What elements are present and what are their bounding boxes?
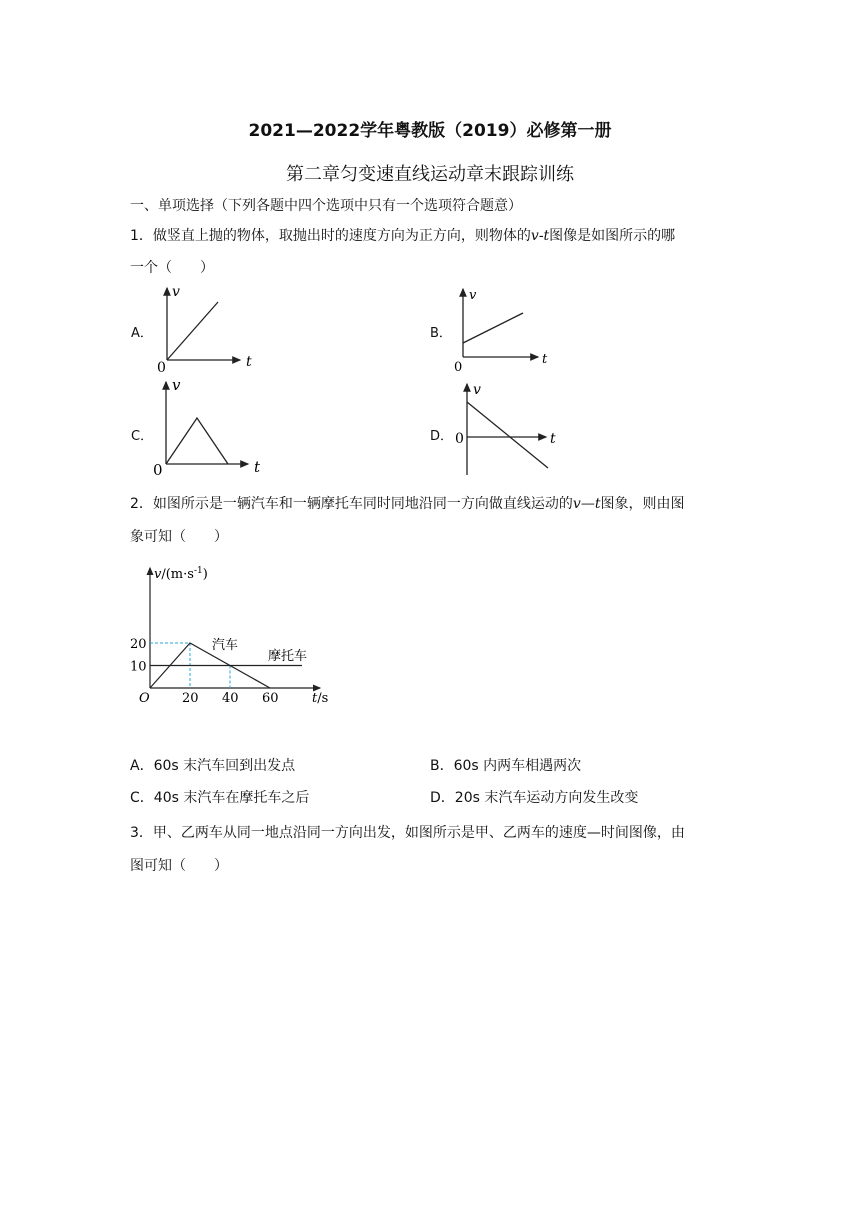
q2-vt: v—t bbox=[572, 496, 601, 512]
q2-option-d[interactable] bbox=[430, 788, 638, 808]
t-label: t bbox=[542, 352, 548, 367]
motorcycle-label: 摩托车 bbox=[268, 649, 308, 665]
doc-title: 2021—2022学年粤教版（2019）必修第一册 bbox=[248, 121, 612, 141]
q1-option-a-label[interactable]: A． bbox=[131, 326, 153, 341]
q2-option-c-text: 40s 末汽车在摩托车之后 bbox=[153, 790, 310, 806]
t-label: t bbox=[246, 354, 252, 370]
graph-line bbox=[463, 313, 523, 343]
q1-option-b-label[interactable]: B． bbox=[430, 326, 452, 341]
t-label: t bbox=[550, 431, 556, 447]
graph-line bbox=[167, 302, 218, 360]
q2-option-b[interactable] bbox=[430, 756, 581, 776]
y-tick-20: 20 bbox=[130, 637, 147, 652]
q2-option-b-label: B． bbox=[430, 758, 454, 774]
q3-text-line2: 图可知（ ） bbox=[130, 858, 228, 874]
q1-graph-d bbox=[452, 380, 564, 478]
q1-text-a: 1．做竖直上抛的物体，取抛出时的速度方向为正方向，则物体的 bbox=[130, 228, 531, 244]
t-label: t bbox=[254, 458, 261, 476]
q1-text-line1 bbox=[130, 226, 740, 246]
v-label: v bbox=[172, 284, 180, 300]
q2-text-b: 图象，则由图 bbox=[600, 496, 685, 512]
origin-label: 0 bbox=[454, 360, 463, 375]
section-heading: 一、单项选择（下列各题中四个选项中只有一个选项符合题意） bbox=[130, 198, 522, 214]
graph-line bbox=[166, 418, 228, 464]
q2-option-a[interactable] bbox=[130, 756, 295, 776]
q2-text-a: 2．如图所示是一辆汽车和一辆摩托车同时同地沿同一方向做直线运动的 bbox=[130, 496, 573, 512]
y-tick-10: 10 bbox=[130, 659, 147, 675]
origin-label: 0 bbox=[455, 431, 464, 447]
q1-graph-c bbox=[150, 376, 270, 476]
q2-graph bbox=[126, 560, 336, 710]
q1-graph-a bbox=[152, 282, 262, 374]
x-tick-40: 40 bbox=[222, 691, 239, 706]
origin-label: O bbox=[139, 691, 150, 706]
q2-option-a-label: A． bbox=[130, 758, 154, 774]
q2-option-d-label: D． bbox=[430, 790, 455, 806]
q1-text-line2: 一个（ ） bbox=[130, 260, 214, 276]
q2-option-d-text: 20s 末汽车运动方向发生改变 bbox=[454, 790, 639, 806]
v-label: v bbox=[172, 376, 181, 394]
q3-text-line1: 3．甲、乙两车从同一地点沿同一方向出发，如图所示是甲、乙两车的速度—时间图像，由 bbox=[130, 825, 685, 841]
q1-graph-b bbox=[450, 285, 560, 375]
q2-text-line2: 象可知（ ） bbox=[130, 529, 228, 545]
graph-line bbox=[467, 402, 548, 468]
x-tick-20: 20 bbox=[182, 691, 199, 706]
doc-subtitle: 第二章匀变速直线运动章末跟踪训练 bbox=[286, 164, 574, 185]
v-label: v bbox=[469, 288, 477, 303]
q2-option-c[interactable] bbox=[130, 788, 309, 808]
q1-text-b: 图像是如图所示的哪 bbox=[549, 228, 676, 244]
q2-option-c-label: C． bbox=[130, 790, 154, 806]
q2-option-a-text: 60s 末汽车回到出发点 bbox=[153, 758, 296, 774]
t-axis-label: t/s bbox=[312, 691, 329, 706]
q1-vt: v-t bbox=[530, 228, 550, 244]
origin-label: 0 bbox=[153, 461, 163, 476]
v-label: v bbox=[473, 382, 481, 398]
x-tick-60: 60 bbox=[262, 691, 279, 706]
origin-label: 0 bbox=[157, 360, 166, 374]
q2-option-b-text: 60s 内两车相遇两次 bbox=[453, 758, 582, 774]
q2-text-line1 bbox=[130, 494, 740, 514]
q1-option-c-label[interactable]: C． bbox=[131, 429, 154, 444]
car-label: 汽车 bbox=[212, 638, 239, 654]
q1-option-d-label[interactable]: D． bbox=[430, 429, 454, 444]
v-axis-label: $v/(m\cdot s^{-1})$ bbox=[154, 566, 208, 582]
